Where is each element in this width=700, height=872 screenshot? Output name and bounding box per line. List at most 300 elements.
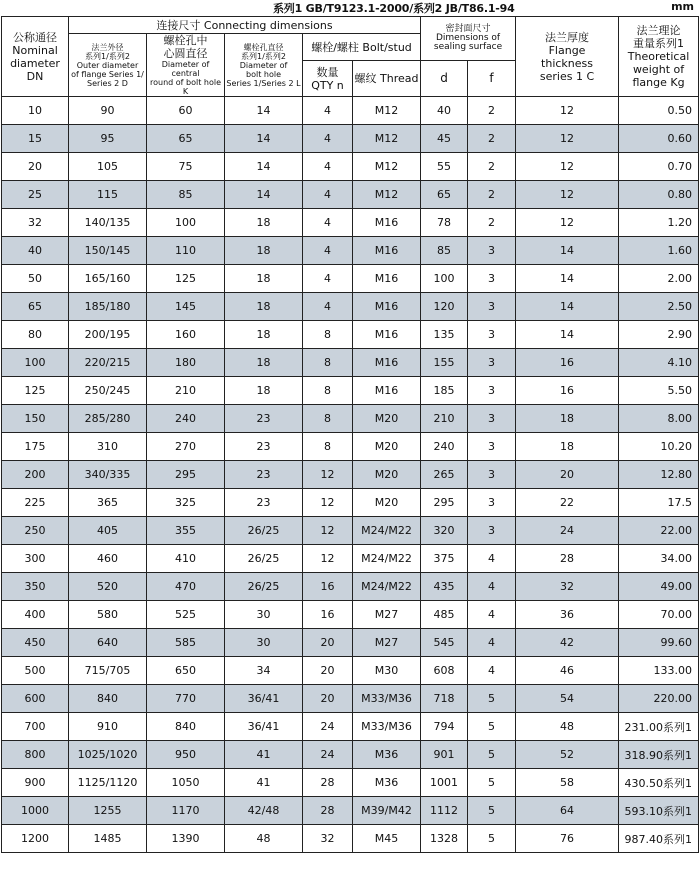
header-outer-cn1: 法兰外径 [91,42,124,52]
cell-dn: 25 [2,181,69,209]
cell-thread: M16 [353,237,421,265]
header-hole-cn2: 系列1/系列2 [241,51,286,61]
cell-thread: M16 [353,349,421,377]
cell-thickness: 42 [516,629,619,657]
cell-thickness: 12 [516,181,619,209]
cell-central-diameter: 525 [147,601,225,629]
cell-central-diameter: 160 [147,321,225,349]
cell-bolt-qty: 16 [303,573,353,601]
cell-hole-diameter: 42/48 [225,797,303,825]
cell-thread: M24/M22 [353,517,421,545]
cell-seal-f: 2 [468,97,516,125]
cell-central-diameter: 75 [147,153,225,181]
cell-weight: 4.10 [619,349,699,377]
header-outer-en3: Series 2 D [87,78,128,88]
cell-seal-f: 4 [468,657,516,685]
cell-outer-diameter: 715/705 [69,657,147,685]
cell-weight: 2.90 [619,321,699,349]
cell-hole-diameter: 26/25 [225,545,303,573]
cell-thread: M16 [353,321,421,349]
cell-outer-diameter: 165/160 [69,265,147,293]
cell-outer-diameter: 310 [69,433,147,461]
cell-weight: 12.80 [619,461,699,489]
cell-seal-d: 240 [421,433,468,461]
cell-bolt-qty: 4 [303,265,353,293]
cell-weight: 8.00 [619,405,699,433]
table-row [2,685,699,713]
cell-dn: 450 [2,629,69,657]
cell-dn: 150 [2,405,69,433]
cell-hole-diameter: 23 [225,489,303,517]
cell-central-diameter: 100 [147,209,225,237]
table-row [2,377,699,405]
header-weight-cn1: 法兰理论 [636,24,681,37]
cell-seal-d: 210 [421,405,468,433]
cell-weight: 34.00 [619,545,699,573]
cell-hole-diameter: 14 [225,181,303,209]
header-hole-en2: bolt hole [246,69,281,79]
cell-bolt-qty: 24 [303,713,353,741]
cell-central-diameter: 1050 [147,769,225,797]
cell-weight: 10.20 [619,433,699,461]
cell-outer-diameter: 840 [69,685,147,713]
cell-dn: 80 [2,321,69,349]
cell-weight: 987.40系列1 [619,825,699,853]
cell-thickness: 16 [516,349,619,377]
cell-outer-diameter: 1255 [69,797,147,825]
cell-outer-diameter: 640 [69,629,147,657]
cell-seal-d: 65 [421,181,468,209]
header-thread: 螺纹 Thread [353,61,421,97]
cell-thread: M12 [353,125,421,153]
cell-seal-d: 320 [421,517,468,545]
cell-thickness: 22 [516,489,619,517]
header-seal-en1: Dimensions of [435,33,501,44]
cell-central-diameter: 60 [147,97,225,125]
cell-seal-d: 375 [421,545,468,573]
cell-seal-f: 2 [468,181,516,209]
cell-seal-d: 55 [421,153,468,181]
header-central-en1: Diameter of central [161,60,210,78]
cell-thickness: 52 [516,741,619,769]
header-weight [619,17,699,97]
cell-weight: 2.00 [619,265,699,293]
cell-central-diameter: 65 [147,125,225,153]
cell-thickness: 14 [516,237,619,265]
table-row [2,517,699,545]
cell-bolt-qty: 8 [303,349,353,377]
cell-thickness: 46 [516,657,619,685]
cell-thickness: 24 [516,517,619,545]
header-hole-en3: Series 1/Series 2 L [226,78,301,88]
cell-dn: 500 [2,657,69,685]
cell-thread: M12 [353,181,421,209]
table-row [2,405,699,433]
header-outer-diameter [69,34,147,97]
header-bar [0,0,700,16]
cell-seal-d: 794 [421,713,468,741]
cell-outer-diameter: 365 [69,489,147,517]
header-seal-en2: sealing surface [433,42,503,53]
cell-hole-diameter: 36/41 [225,685,303,713]
header-central-diameter [147,34,225,97]
cell-seal-f: 5 [468,769,516,797]
cell-outer-diameter: 580 [69,601,147,629]
cell-thread: M20 [353,433,421,461]
cell-weight: 22.00 [619,517,699,545]
cell-dn: 300 [2,545,69,573]
cell-thickness: 58 [516,769,619,797]
cell-seal-f: 3 [468,489,516,517]
cell-thickness: 18 [516,433,619,461]
cell-central-diameter: 210 [147,377,225,405]
cell-dn: 125 [2,377,69,405]
cell-outer-diameter: 150/145 [69,237,147,265]
cell-outer-diameter: 460 [69,545,147,573]
header-hole-en1: Diameter of [239,60,288,70]
cell-central-diameter: 470 [147,573,225,601]
cell-seal-d: 78 [421,209,468,237]
cell-thickness: 32 [516,573,619,601]
cell-thread: M12 [353,153,421,181]
table-row [2,713,699,741]
table-row [2,321,699,349]
cell-seal-f: 5 [468,741,516,769]
table-row [2,573,699,601]
cell-central-diameter: 240 [147,405,225,433]
cell-thickness: 14 [516,293,619,321]
header-weight-en1: Theoretical [627,50,690,63]
cell-thread: M24/M22 [353,573,421,601]
header-connecting: 连接尺寸 Connecting dimensions [69,17,421,34]
header-outer-cn2: 系列1/系列2 [85,51,130,61]
cell-central-diameter: 110 [147,237,225,265]
cell-thickness: 12 [516,125,619,153]
cell-central-diameter: 840 [147,713,225,741]
table-row [2,181,699,209]
table-row [2,97,699,125]
cell-seal-f: 4 [468,573,516,601]
cell-dn: 900 [2,769,69,797]
cell-bolt-qty: 8 [303,321,353,349]
cell-central-diameter: 410 [147,545,225,573]
cell-thread: M45 [353,825,421,853]
cell-bolt-qty: 32 [303,825,353,853]
cell-thickness: 16 [516,377,619,405]
cell-thickness: 64 [516,797,619,825]
cell-hole-diameter: 23 [225,405,303,433]
cell-bolt-qty: 4 [303,293,353,321]
cell-bolt-qty: 8 [303,377,353,405]
cell-thickness: 14 [516,321,619,349]
unit-label: mm [671,0,694,13]
cell-bolt-qty: 12 [303,461,353,489]
flange-dimensions-table [1,16,699,853]
cell-thickness: 14 [516,265,619,293]
table-row [2,601,699,629]
header-thick-en3: series 1 C [539,69,595,83]
header-d: d [421,61,468,97]
cell-hole-diameter: 23 [225,461,303,489]
cell-hole-diameter: 18 [225,349,303,377]
cell-hole-diameter: 14 [225,97,303,125]
header-dn-en1: Nominal [12,43,58,57]
cell-seal-d: 135 [421,321,468,349]
cell-hole-diameter: 30 [225,601,303,629]
cell-bolt-qty: 4 [303,125,353,153]
cell-dn: 400 [2,601,69,629]
cell-outer-diameter: 1025/1020 [69,741,147,769]
cell-weight: 593.10系列1 [619,797,699,825]
cell-thread: M12 [353,97,421,125]
table-row [2,433,699,461]
cell-weight: 5.50 [619,377,699,405]
cell-thickness: 20 [516,461,619,489]
header-central-en2: round of bolt hole K [149,78,221,96]
cell-weight: 1.60 [619,237,699,265]
cell-seal-d: 1328 [421,825,468,853]
cell-seal-f: 5 [468,685,516,713]
cell-dn: 65 [2,293,69,321]
cell-weight: 0.50 [619,97,699,125]
cell-outer-diameter: 185/180 [69,293,147,321]
cell-weight: 70.00 [619,601,699,629]
header-thick-cn: 法兰厚度 [545,30,590,44]
cell-dn: 225 [2,489,69,517]
cell-dn: 50 [2,265,69,293]
header-thick-en2: thickness [541,56,594,70]
cell-thickness: 48 [516,713,619,741]
cell-outer-diameter: 340/335 [69,461,147,489]
table-row [2,657,699,685]
table-row [2,349,699,377]
table-row [2,237,699,265]
cell-hole-diameter: 26/25 [225,573,303,601]
cell-central-diameter: 145 [147,293,225,321]
cell-hole-diameter: 18 [225,237,303,265]
cell-thread: M20 [353,461,421,489]
cell-dn: 250 [2,517,69,545]
header-seal-cn: 密封面尺寸 [445,24,491,35]
cell-hole-diameter: 18 [225,265,303,293]
cell-seal-d: 85 [421,237,468,265]
cell-bolt-qty: 20 [303,685,353,713]
cell-central-diameter: 1170 [147,797,225,825]
cell-bolt-qty: 8 [303,405,353,433]
cell-dn: 15 [2,125,69,153]
cell-thickness: 12 [516,97,619,125]
cell-thickness: 12 [516,209,619,237]
cell-thickness: 28 [516,545,619,573]
cell-bolt-qty: 8 [303,433,353,461]
cell-hole-diameter: 18 [225,377,303,405]
cell-weight: 220.00 [619,685,699,713]
cell-thread: M16 [353,293,421,321]
cell-dn: 800 [2,741,69,769]
table-row [2,545,699,573]
cell-dn: 20 [2,153,69,181]
cell-thread: M16 [353,209,421,237]
cell-outer-diameter: 1125/1120 [69,769,147,797]
cell-thickness: 54 [516,685,619,713]
table-row [2,825,699,853]
cell-outer-diameter: 405 [69,517,147,545]
cell-dn: 100 [2,349,69,377]
header-bolt-stud: 螺栓/螺柱 Bolt/stud [303,34,421,61]
cell-central-diameter: 950 [147,741,225,769]
cell-bolt-qty: 20 [303,629,353,657]
cell-thread: M33/M36 [353,685,421,713]
table-row [2,209,699,237]
cell-bolt-qty: 12 [303,517,353,545]
cell-outer-diameter: 250/245 [69,377,147,405]
cell-hole-diameter: 34 [225,657,303,685]
cell-seal-d: 545 [421,629,468,657]
cell-seal-f: 3 [468,349,516,377]
cell-thread: M33/M36 [353,713,421,741]
cell-weight: 1.20 [619,209,699,237]
cell-bolt-qty: 12 [303,489,353,517]
cell-central-diameter: 650 [147,657,225,685]
cell-dn: 600 [2,685,69,713]
header-dn-en3: DN [26,69,44,83]
cell-outer-diameter: 1485 [69,825,147,853]
cell-seal-f: 3 [468,433,516,461]
cell-central-diameter: 180 [147,349,225,377]
cell-weight: 231.00系列1 [619,713,699,741]
cell-seal-f: 3 [468,517,516,545]
cell-seal-d: 901 [421,741,468,769]
cell-outer-diameter: 910 [69,713,147,741]
cell-outer-diameter: 200/195 [69,321,147,349]
cell-bolt-qty: 4 [303,97,353,125]
cell-bolt-qty: 4 [303,209,353,237]
table-row [2,489,699,517]
cell-bolt-qty: 24 [303,741,353,769]
cell-seal-f: 3 [468,293,516,321]
cell-seal-d: 485 [421,601,468,629]
cell-dn: 175 [2,433,69,461]
cell-outer-diameter: 95 [69,125,147,153]
cell-dn: 10 [2,97,69,125]
cell-seal-d: 155 [421,349,468,377]
cell-central-diameter: 125 [147,265,225,293]
cell-hole-diameter: 36/41 [225,713,303,741]
cell-seal-f: 3 [468,237,516,265]
table-row [2,461,699,489]
cell-thickness: 36 [516,601,619,629]
cell-hole-diameter: 41 [225,741,303,769]
cell-bolt-qty: 4 [303,181,353,209]
cell-central-diameter: 355 [147,517,225,545]
cell-dn: 700 [2,713,69,741]
table-row [2,125,699,153]
cell-weight: 133.00 [619,657,699,685]
cell-dn: 350 [2,573,69,601]
cell-seal-d: 718 [421,685,468,713]
cell-thread: M16 [353,377,421,405]
cell-outer-diameter: 140/135 [69,209,147,237]
cell-seal-f: 5 [468,797,516,825]
header-qty-en: QTY n [311,78,344,92]
cell-weight: 430.50系列1 [619,769,699,797]
cell-bolt-qty: 4 [303,237,353,265]
cell-thread: M36 [353,769,421,797]
cell-outer-diameter: 285/280 [69,405,147,433]
header-weight-en2: weight of [632,63,685,76]
cell-seal-f: 4 [468,601,516,629]
cell-hole-diameter: 23 [225,433,303,461]
cell-dn: 32 [2,209,69,237]
header-qty-cn: 数量 [316,65,339,79]
cell-outer-diameter: 520 [69,573,147,601]
header-weight-en3: flange Kg [632,76,685,89]
cell-seal-d: 185 [421,377,468,405]
table-row [2,265,699,293]
cell-hole-diameter: 30 [225,629,303,657]
header-outer-en2: of flange Series 1/ [71,69,144,79]
cell-bolt-qty: 28 [303,797,353,825]
cell-outer-diameter: 220/215 [69,349,147,377]
cell-seal-f: 3 [468,265,516,293]
cell-central-diameter: 770 [147,685,225,713]
cell-outer-diameter: 115 [69,181,147,209]
cell-seal-f: 5 [468,713,516,741]
cell-bolt-qty: 28 [303,769,353,797]
cell-seal-d: 265 [421,461,468,489]
cell-thickness: 76 [516,825,619,853]
cell-thread: M16 [353,265,421,293]
cell-central-diameter: 270 [147,433,225,461]
cell-seal-f: 3 [468,405,516,433]
cell-weight: 99.60 [619,629,699,657]
header-f: f [468,61,516,97]
header-central-cn1: 螺栓孔中 [163,34,208,47]
header-hole-cn1: 螺栓孔直径 [243,42,284,52]
cell-seal-f: 2 [468,209,516,237]
cell-seal-d: 120 [421,293,468,321]
cell-dn: 40 [2,237,69,265]
table-row [2,741,699,769]
cell-bolt-qty: 20 [303,657,353,685]
cell-weight: 2.50 [619,293,699,321]
cell-central-diameter: 325 [147,489,225,517]
cell-dn: 1000 [2,797,69,825]
header-central-cn2: 心圆直径 [163,47,208,60]
cell-seal-d: 295 [421,489,468,517]
cell-weight: 0.60 [619,125,699,153]
header-outer-en1: Outer diameter [76,60,139,70]
header-dn [2,17,69,97]
table-row [2,293,699,321]
header-hole-diameter [225,34,303,97]
cell-seal-f: 3 [468,377,516,405]
table-body [2,97,699,853]
cell-thread: M39/M42 [353,797,421,825]
cell-central-diameter: 1390 [147,825,225,853]
cell-hole-diameter: 41 [225,769,303,797]
cell-hole-diameter: 14 [225,125,303,153]
header-seal [421,17,516,61]
header-weight-cn2: 重量系列1 [633,37,685,50]
cell-thickness: 12 [516,153,619,181]
cell-weight: 49.00 [619,573,699,601]
cell-seal-d: 608 [421,657,468,685]
cell-weight: 0.80 [619,181,699,209]
cell-hole-diameter: 48 [225,825,303,853]
cell-seal-d: 1001 [421,769,468,797]
header-thickness [516,17,619,97]
